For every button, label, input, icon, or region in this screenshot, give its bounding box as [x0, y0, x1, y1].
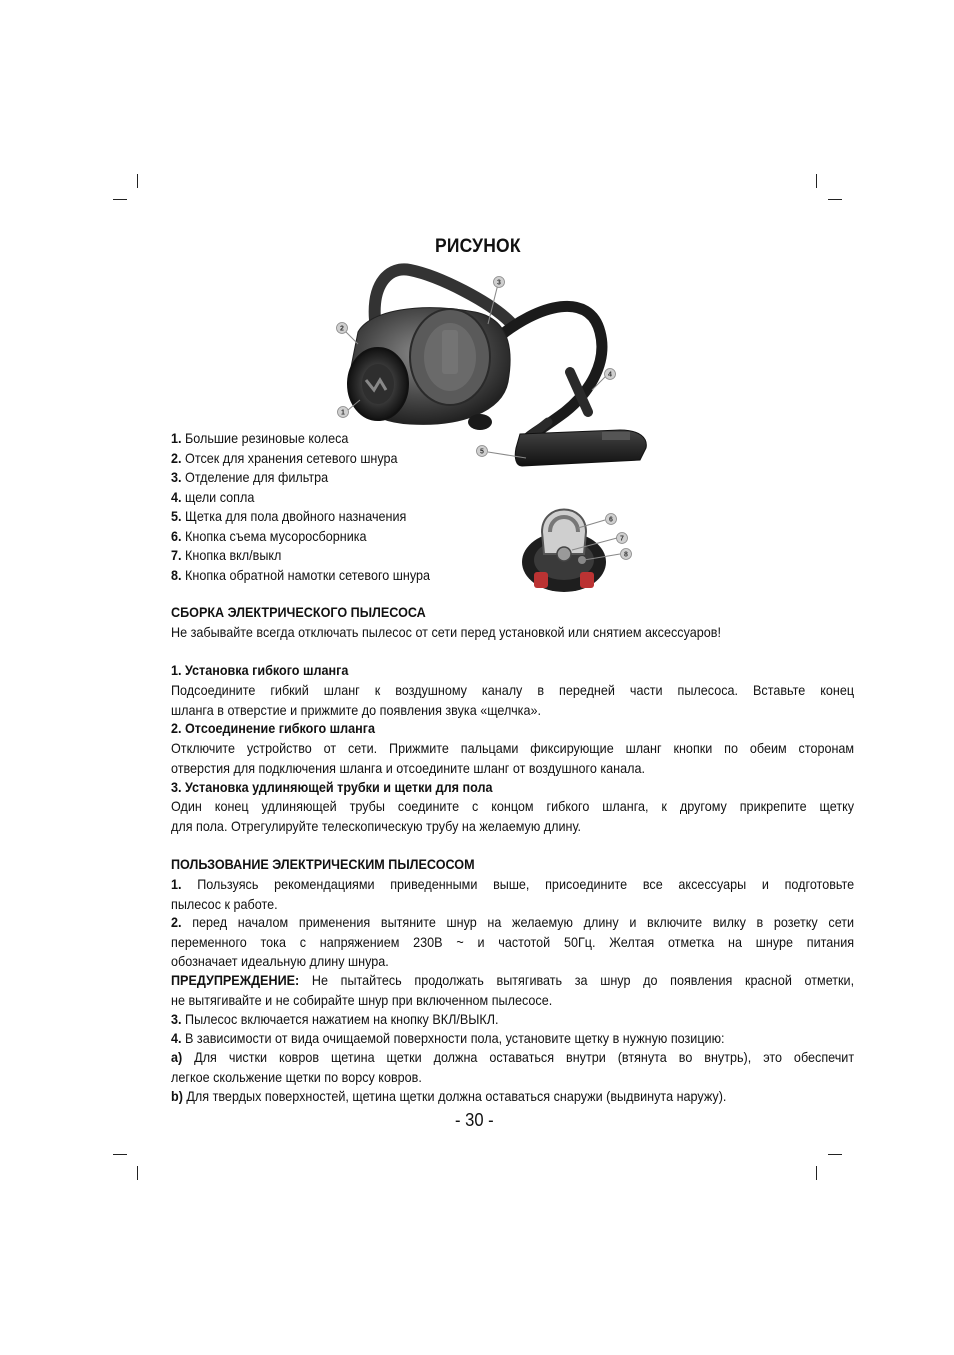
crop-mark-bottom-right-v — [816, 1166, 817, 1180]
usage-heading: ПОЛЬЗОВАНИЕ ЭЛЕКТРИЧЕСКИМ ПЫЛЕСОСОМ — [171, 856, 475, 872]
page-title: РИСУНОК — [435, 236, 521, 257]
usage-warning: ПРЕДУПРЕЖДЕНИЕ: Не пытайтесь продолжать вытягивать за шнур до появления красной отметки, не вытягивайте и не собирайте шнур при включенном пылесосе. — [171, 972, 855, 1008]
usage-paragraph-3: 3. Пылесос включается нажатием на кнопку ВКЛ/ВЫКЛ. — [171, 1011, 499, 1027]
step-1-text: Подсоедините гибкий шланг к воздушному каналу в передней части пылесоса. Вставьте конец шланга в отверстие и прижмите до появления звука «щелчка». — [171, 682, 855, 718]
legend-item: 1. Большие резиновые колеса — [171, 430, 349, 446]
legend-item: 8. Кнопка обратной намотки сетевого шнура — [171, 566, 431, 583]
usage-paragraph-1: 1. Пользуясь рекомендациями приведенными выше, присоедините все аксессуары и подготовьте пылесос к работе. — [171, 876, 855, 912]
crop-mark-top-left-v — [137, 174, 138, 188]
callout-5: 5 — [480, 448, 484, 456]
callout-2: 2 — [340, 325, 344, 333]
usage-paragraph-a: a) Для чистки ковров щетина щетки должна оставаться внутри (втянута во внутрь), это обеспечит легкое скольжение щетки по ворсу ковров. — [171, 1049, 855, 1085]
vacuum-top-view-illustration — [520, 488, 640, 596]
crop-mark-bottom-left-v — [137, 1166, 138, 1180]
legend-item: 6. Кнопка съема мусоросборника — [171, 527, 367, 544]
usage-paragraph-b: b) Для твердых поверхностей, щетина щетки должна оставаться снаружи (выдвинута наружу). — [171, 1088, 727, 1104]
step-3-heading: 3. Установка удлиняющей трубки и щетки для пола — [171, 779, 493, 795]
crop-mark-top-right-h — [828, 199, 842, 200]
callout-4: 4 — [608, 371, 612, 379]
callout-1: 1 — [341, 409, 345, 417]
crop-mark-top-left-h — [113, 199, 127, 200]
legend-item: 3. Отделение для фильтра — [171, 469, 329, 485]
usage-paragraph-2: 2. перед началом применения вытяните шнур на желаемую длину и включите вилку в розетку сети переменного тока с напряжением 230В ~ и частотой 50Гц. Желтая отметка на шнуре питания обозначает идеальную длину шнура. — [171, 914, 855, 969]
step-1-heading: 1. Установка гибкого шланга — [171, 662, 349, 678]
assembly-warning: Не забывайте всегда отключать пылесос от сети перед установкой или снятием аксессуаров! — [171, 624, 721, 640]
legend-item: 5. Щетка для пола двойного назначения — [171, 508, 407, 524]
step-3-text: Один конец удлиняющей трубы соедините с концом гибкого шланга, к другому прикрепите щетку для пола. Отрегулируйте телескопическую трубу на желаемую длину. — [171, 798, 855, 834]
page-number: - 30 - — [455, 1110, 494, 1130]
callout-6: 6 — [609, 516, 613, 524]
crop-mark-bottom-right-h — [828, 1154, 842, 1155]
crop-mark-top-right-v — [816, 174, 817, 188]
usage-paragraph-4: 4. В зависимости от вида очищаемой поверхности пола, установите щетку в нужную позицию: — [171, 1030, 725, 1046]
callout-8: 8 — [624, 551, 628, 559]
callout-3: 3 — [497, 279, 501, 287]
callout-7: 7 — [620, 535, 624, 543]
step-2-text: Отключите устройство от сети. Прижмите пальцами фиксирующие шланг кнопки по обеим сторонам отверстия для подключения шланга и отсоедините шланг от воздушного канала. — [171, 740, 855, 776]
legend-item: 4. щели сопла — [171, 488, 255, 505]
legend-item: 2. Отсек для хранения сетевого шнура — [171, 449, 398, 466]
assembly-heading: СБОРКА ЭЛЕКТРИЧЕСКОГО ПЫЛЕСОСА — [171, 604, 426, 620]
parts-legend — [171, 429, 459, 585]
step-2-heading: 2. Отсоединение гибкого шланга — [171, 720, 376, 736]
crop-mark-bottom-left-h — [113, 1154, 127, 1155]
legend-item: 7. Кнопка вкл/выкл — [171, 547, 282, 563]
